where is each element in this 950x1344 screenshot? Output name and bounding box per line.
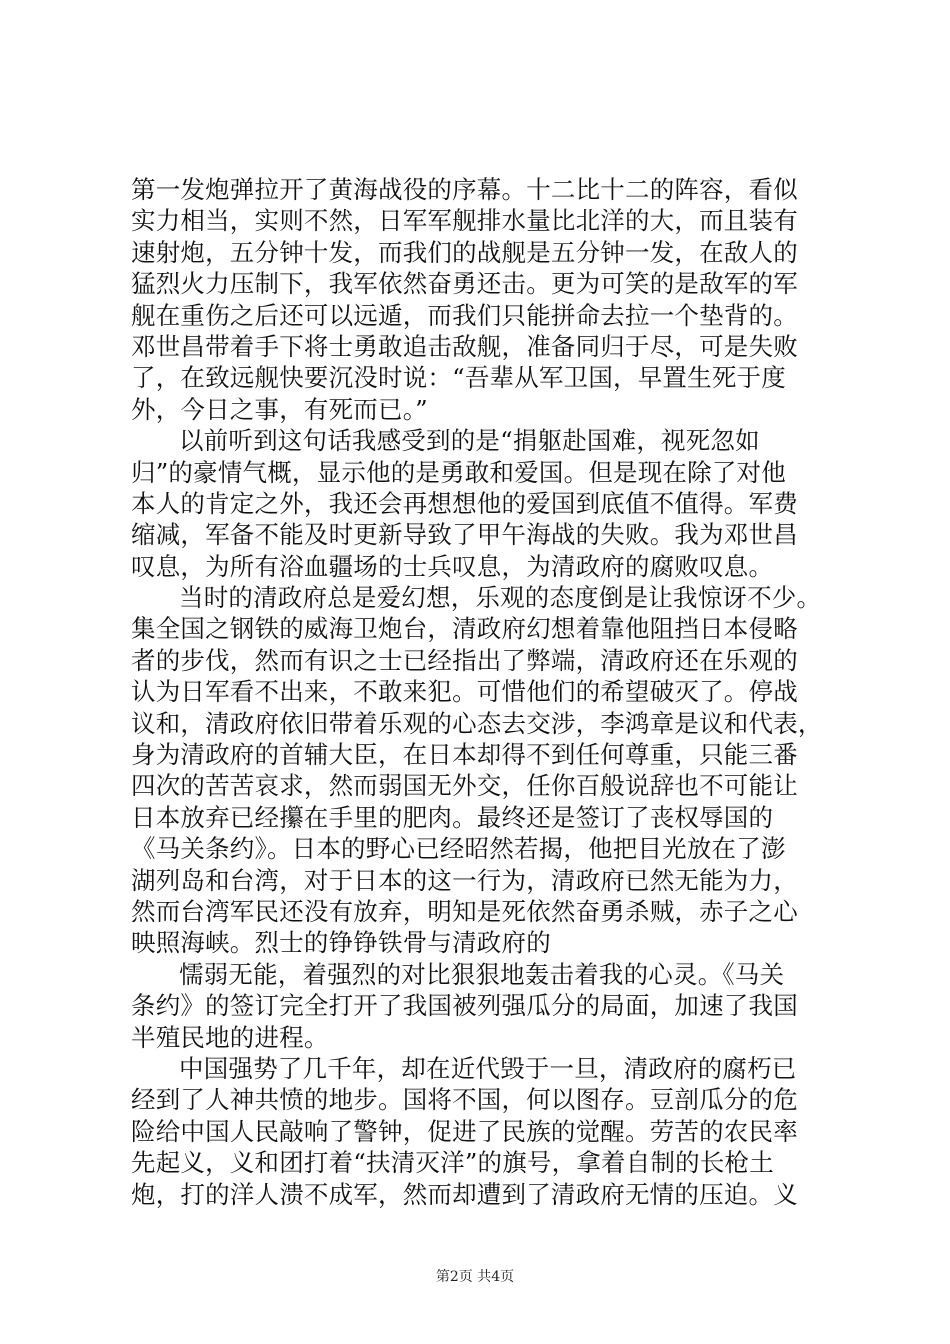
text-line: 外，今日之事，有死而已。” bbox=[131, 394, 428, 424]
text-line: 速射炮，五分钟十发，而我们的战舰是五分钟一发，在敌人的 bbox=[131, 237, 798, 267]
text-line: 邓世昌带着手下将士勇敢追击敌舰，准备同归于尽，可是失败 bbox=[131, 331, 798, 361]
text-line: 险给中国人民敲响了警钟，促进了民族的觉醒。劳苦的农民率 bbox=[131, 1116, 798, 1146]
text-line: 猛烈火力压制下，我军依然奋勇还击。更为可笑的是敌军的军 bbox=[131, 269, 798, 299]
text-line: 湖列岛和台湾，对于日本的这一行为，清政府已然无能为力， bbox=[131, 865, 798, 895]
text-line: 先起义，义和团打着“扶清灭洋”的旗号，拿着自制的长枪土 bbox=[131, 1148, 774, 1178]
text-line: 《马关条约》。日本的野心已经昭然若揭，他把目光放在了澎 bbox=[131, 834, 786, 864]
body-text bbox=[131, 174, 831, 1210]
text-line: 日本放弃已经攥在手里的肥肉。最终还是签订了丧权辱国的 bbox=[131, 802, 774, 832]
text-line: 条约》的签订完全打开了我国被列强瓜分的局面，加速了我国 bbox=[131, 991, 798, 1021]
page-number-footer: 第2页 共4页 bbox=[435, 1269, 515, 1285]
text-line: 第一发炮弹拉开了黄海战役的序幕。十二比十二的阵容，看似 bbox=[131, 175, 798, 204]
text-line: 归”的豪情气概，显示他的是勇敢和爱国。但是现在除了对他 bbox=[131, 457, 786, 487]
text-line: 当时的清政府总是爱幻想，乐观的态度倒是让我惊讶不少。 bbox=[179, 583, 822, 613]
text-line: 以前听到这句话我感受到的是“捐躯赴国难，视死忽如 bbox=[179, 426, 760, 456]
text-line: 缩减，军备不能及时更新导致了甲午海战的失败。我为邓世昌 bbox=[131, 520, 798, 550]
text-line: 叹息，为所有浴血疆场的士兵叹息，为清政府的腐败叹息。 bbox=[131, 551, 774, 581]
text-line: 了，在致远舰快要沉没时说：“吾辈从军卫国，早置生死于度 bbox=[131, 363, 786, 393]
text-line: 四次的苦苦哀求，然而弱国无外交，任你百般说辞也不可能让 bbox=[131, 771, 798, 801]
text-line: 半殖民地的进程。 bbox=[131, 1022, 329, 1052]
text-line: 议和，清政府依旧带着乐观的心态去交涉，李鸿章是议和代表， bbox=[131, 708, 823, 738]
text-line: 本人的肯定之外，我还会再想想他的爱国到底值不值得。军费 bbox=[131, 488, 798, 518]
text-line: 集全国之钢铁的威海卫炮台，清政府幻想着靠他阻挡日本侵略 bbox=[131, 614, 798, 644]
text-line: 身为清政府的首辅大臣，在日本却得不到任何尊重，只能三番 bbox=[131, 740, 798, 770]
text-line: 实力相当，实则不然，日军军舰排水量比北洋的大，而且装有 bbox=[131, 206, 798, 236]
text-line: 懦弱无能，着强烈的对比狠狠地轰击着我的心灵。《马关 bbox=[179, 959, 785, 989]
text-line: 认为日军看不出来，不敢来犯。可惜他们的希望破灭了。停战 bbox=[131, 677, 798, 707]
text-line: 经到了人神共愤的地步。国将不国，何以图存。豆剖瓜分的危 bbox=[131, 1085, 798, 1115]
text-line: 舰在重伤之后还可以远遁，而我们只能拼命去拉一个垫背的。 bbox=[131, 300, 798, 330]
text-line: 中国强势了几千年，却在近代毁于一旦，清政府的腐朽已 bbox=[179, 1053, 797, 1083]
text-line: 炮，打的洋人溃不成军，然而却遭到了清政府无情的压迫。义 bbox=[131, 1179, 798, 1209]
text-line: 映照海峡。烈士的铮铮铁骨与清政府的 bbox=[131, 928, 551, 958]
text-line: 然而台湾军民还没有放弃，明知是死依然奋勇杀贼，赤子之心 bbox=[131, 896, 798, 926]
text-line: 者的步伐，然而有识之士已经指出了弊端，清政府还在乐观的 bbox=[131, 645, 798, 675]
